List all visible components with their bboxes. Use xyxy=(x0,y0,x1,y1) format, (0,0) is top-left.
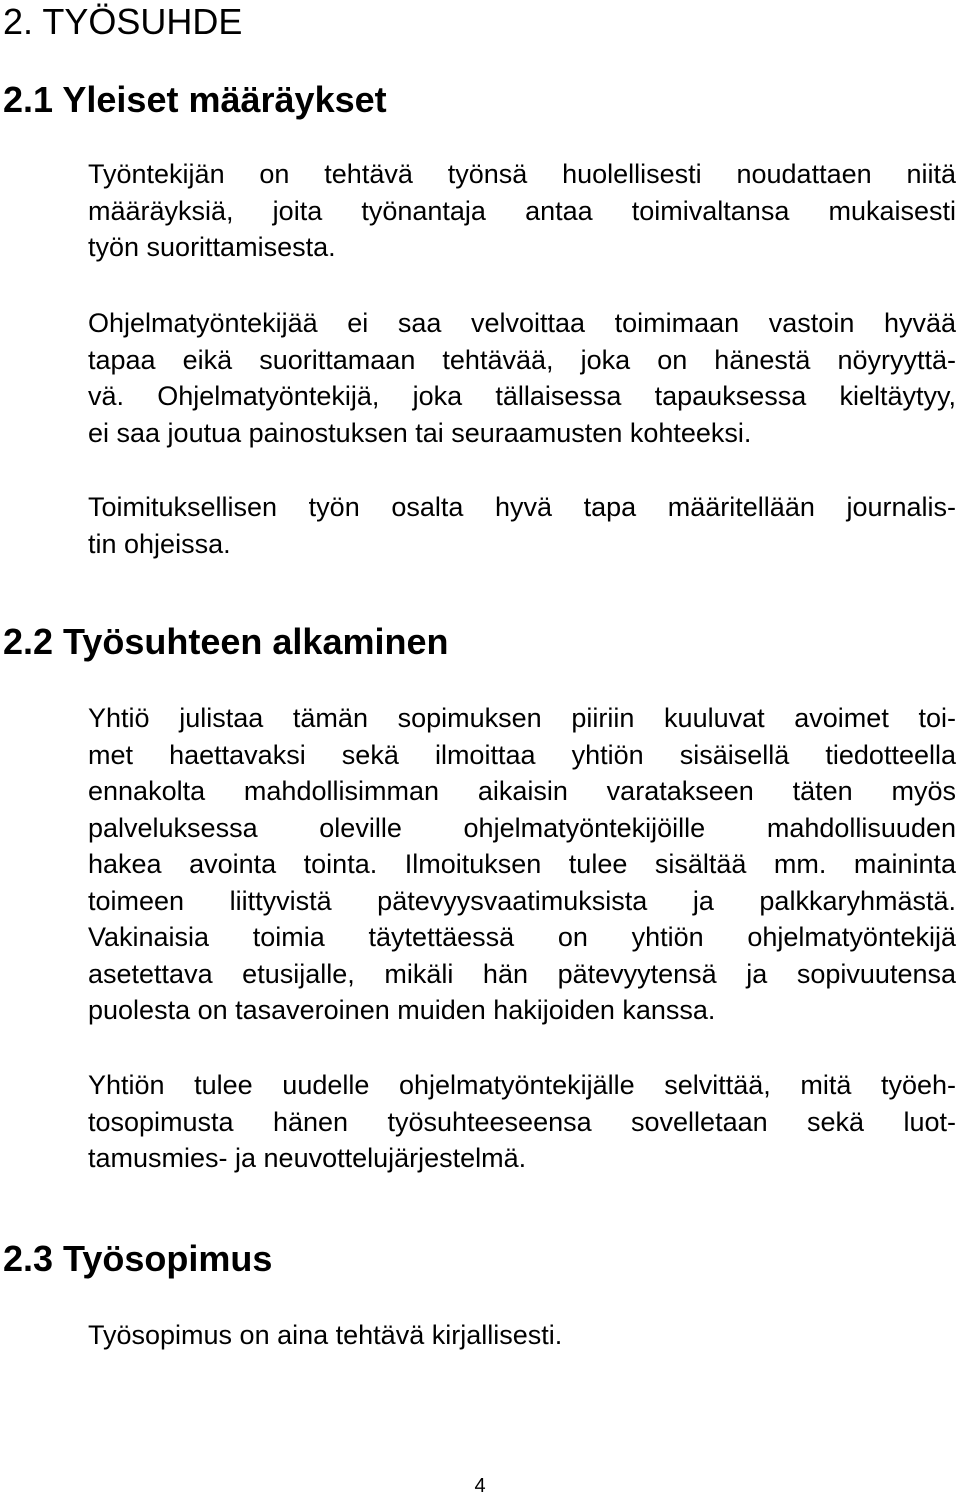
section-title-2-3: 2.3 Työsopimus xyxy=(3,1238,273,1279)
text-line: Työsopimus on aina tehtävä kirjallisesti. xyxy=(88,1320,563,1350)
text-line: tosopimusta hänen työsuhteeseensa sovelletaan sekä luot- xyxy=(88,1106,956,1137)
text-line: hakea avointa tointa. Ilmoituksen tulee sisältää mm. maininta xyxy=(88,849,956,879)
paragraph-2-3-a xyxy=(88,1317,956,1354)
text-line: toimeen liittyvistä pätevyysvaatimuksista ja palkkaryhmästä. xyxy=(88,885,956,916)
text-line: met haettavaksi sekä ilmoittaa yhtiön sisäisellä tiedotteella xyxy=(88,739,956,770)
paragraph-2-2-b xyxy=(88,1067,956,1177)
paragraph-2-1-b xyxy=(88,305,956,451)
text-line: tapaa eikä suorittamaan tehtävää, joka on hänestä nöyryyttä- xyxy=(88,344,956,375)
text-line: Ohjelmatyöntekijää ei saa velvoittaa toimimaan vastoin hyvää xyxy=(88,308,956,338)
text-line: tin ohjeissa. xyxy=(88,528,231,559)
text-line: Yhtiön tulee uudelle ohjelmatyöntekijälle selvittää, mitä työeh- xyxy=(88,1070,956,1100)
text-line: tamusmies- ja neuvottelujärjestelmä. xyxy=(88,1143,527,1173)
text-line: palveluksessa oleville ohjelmatyöntekijöille mahdollisuuden xyxy=(88,812,956,843)
paragraph-2-1-a xyxy=(88,156,956,266)
text-line: ennakolta mahdollisimman aikaisin varatakseen täten myös xyxy=(88,776,956,806)
text-line: Työntekijän on tehtävä työnsä huolellisesti noudattaen niitä xyxy=(88,159,956,189)
text-line: Toimituksellisen työn osalta hyvä tapa määritellään journalis- xyxy=(88,492,956,522)
paragraph-2-1-c xyxy=(88,489,956,562)
text-line: Yhtiö julistaa tämän sopimuksen piiriin kuuluvat avoimet toi- xyxy=(88,703,956,733)
page-number: 4 xyxy=(474,1475,486,1497)
text-line: määräyksiä, joita työnantaja antaa toimivaltansa mukaisesti xyxy=(88,195,956,226)
text-line: asetettava etusijalle, mikäli hän pätevyytensä ja sopivuutensa xyxy=(88,958,956,989)
text-line: vä. Ohjelmatyöntekijä, joka tällaisessa tapauksessa kieltäytyy, xyxy=(88,381,956,411)
section-title-2-1: 2.1 Yleiset määräykset xyxy=(3,79,387,120)
text-line: puolesta on tasaveroinen muiden hakijoiden kanssa. xyxy=(88,995,716,1025)
paragraph-2-2-a xyxy=(88,700,956,1029)
section-title-2-2: 2.2 Työsuhteen alkaminen xyxy=(3,621,449,662)
text-line: Vakinaisia toimia täytettäessä on yhtiön ohjelmatyöntekijä xyxy=(88,922,956,952)
text-line: työn suorittamisesta. xyxy=(88,232,336,262)
text-line: ei saa joutua painostuksen tai seuraamusten kohteeksi. xyxy=(88,417,752,448)
chapter-title: 2. TYÖSUHDE xyxy=(3,1,243,42)
